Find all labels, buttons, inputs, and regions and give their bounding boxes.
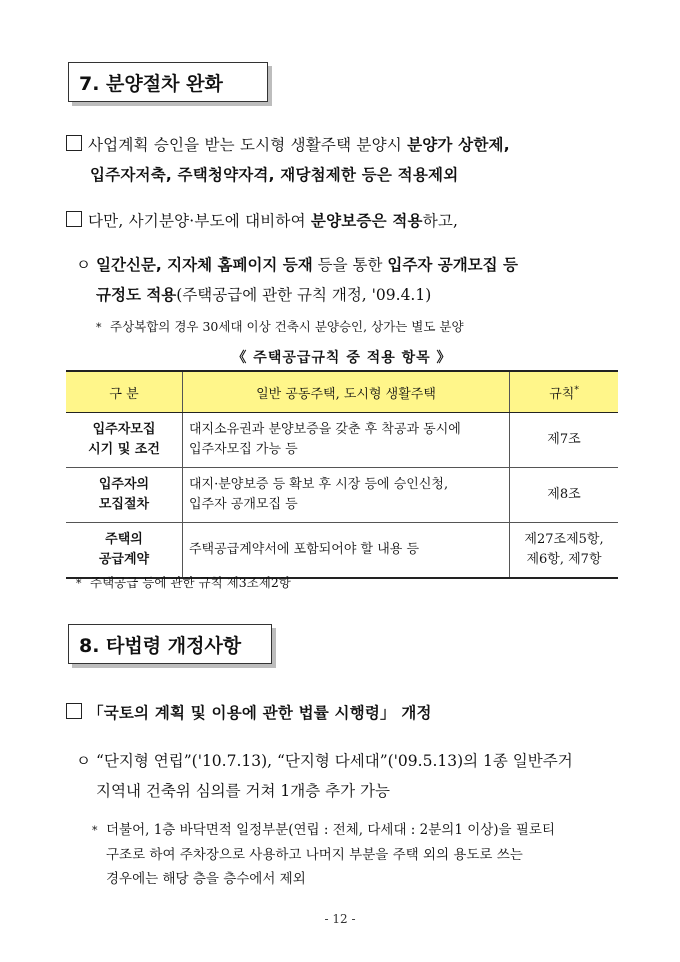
section-8-note: * 더불어, 1층 바닥면적 일정부분(연립 : 전체, 다세대 : 2분의1 이상)을 필로티 구조로 하여 주차장으로 사용하고 나머지 부분을 주택 외의 용도로 쓰는 경우에는 해당 층을 층수에서 제외 bbox=[92, 822, 555, 887]
table-header-rule: 규칙* bbox=[510, 371, 619, 413]
section-7-heading bbox=[68, 62, 268, 102]
table-cell-rule: 제8조 bbox=[510, 468, 619, 523]
table-cell-category: 입주자의 모집절차 bbox=[66, 468, 183, 523]
table-footnote: * 주택공급 등에 관한 규칙 제3조제2항 bbox=[76, 575, 291, 590]
table-cell-description: 대지·분양보증 등 확보 후 시장 등에 승인신청, 입주자 공개모집 등 bbox=[183, 468, 510, 523]
section-7-paragraph-2: 다만, 사기분양·부도에 대비하여 분양보증은 적용하고, bbox=[66, 206, 626, 236]
table-header-category: 구 분 bbox=[66, 371, 183, 413]
checkbox-icon bbox=[66, 135, 82, 151]
table-cell-rule: 제27조제5항, 제6항, 제7항 bbox=[510, 523, 619, 579]
table-header-description: 일반 공동주택, 도시형 생활주택 bbox=[183, 371, 510, 413]
table-row bbox=[66, 468, 618, 523]
table-cell-description: 대지소유권과 분양보증을 갖춘 후 착공과 동시에 입주자모집 가능 등 bbox=[183, 413, 510, 468]
section-7-title: 7. 분양절차 완화 bbox=[79, 72, 223, 95]
table-header-row bbox=[66, 371, 618, 413]
section-8-bullet: ㅇ “단지형 연립”('10.7.13), “단지형 다세대”('09.5.13)의 1종 일반주거 지역내 건축위 심의를 거쳐 1개층 추가 가능 bbox=[76, 746, 626, 806]
section-8-paragraph-1: 「국토의 계획 및 이용에 관한 법률 시행령」 개정 bbox=[66, 698, 626, 728]
section-7-bullet: ㅇ 일간신문, 지자체 홈페이지 등재 등을 통한 입주자 공개모집 등 규정도 적용(주택공급에 관한 규칙 개정, '09.4.1) bbox=[76, 250, 626, 310]
table-cell-category: 입주자모집 시기 및 조건 bbox=[66, 413, 183, 468]
table-row bbox=[66, 523, 618, 579]
bullet-marker: ㅇ bbox=[76, 256, 91, 274]
page-number: - 12 - bbox=[324, 912, 356, 926]
table-title: 《 주택공급규칙 중 적용 항목 》 bbox=[232, 350, 452, 366]
section-7-note-1: * 주상복합의 경우 30세대 이상 건축시 분양승인, 상가는 별도 분양 bbox=[96, 319, 464, 334]
table-cell-description: 주택공급계약서에 포함되어야 할 내용 등 bbox=[183, 523, 510, 579]
section-7-paragraph-1: 사업계획 승인을 받는 도시형 생활주택 분양시 분양가 상한제, 입주자저축, 주택청약자격, 재당첨제한 등은 적용제외 bbox=[66, 130, 626, 190]
table-cell-category: 주택의 공급계약 bbox=[66, 523, 183, 579]
section-8-heading bbox=[68, 624, 272, 664]
table-cell-rule: 제7조 bbox=[510, 413, 619, 468]
bullet-marker: ㅇ bbox=[76, 752, 91, 770]
section-8-title: 8. 타법령 개정사항 bbox=[79, 634, 242, 657]
supply-rules-table bbox=[66, 370, 618, 579]
checkbox-icon bbox=[66, 703, 82, 719]
checkbox-icon bbox=[66, 211, 82, 227]
table-row bbox=[66, 413, 618, 468]
